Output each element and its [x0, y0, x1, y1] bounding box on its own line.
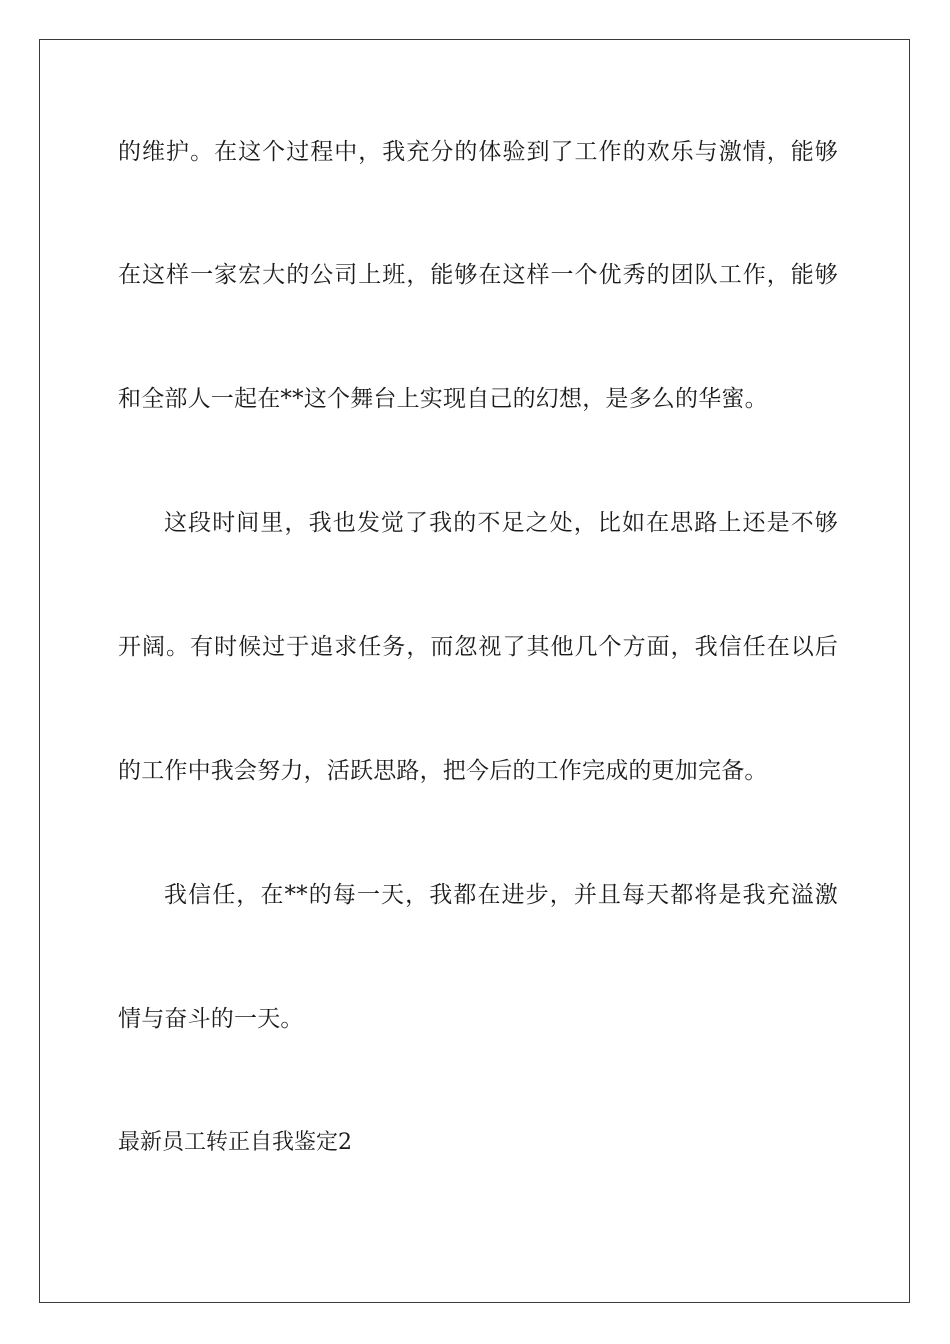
- paragraph-line: 的工作中我会努力，活跃思路，把今后的工作完成的更加完备。: [118, 758, 768, 784]
- paragraph-line: 和全部人一起在**这个舞台上实现自己的幻想，是多么的华蜜。: [118, 386, 768, 412]
- paragraph-line: 我信任，在**的每一天，我都在进步，并且每天都将是我充溢激: [164, 882, 838, 908]
- paragraph-line: 开阔。有时候过于追求任务，而忽视了其他几个方面，我信任在以后: [118, 634, 838, 660]
- section-title: 最新员工转正自我鉴定2: [118, 1130, 352, 1155]
- page-border: [39, 39, 910, 1303]
- paragraph-line: 的维护。在这个过程中，我充分的体验到了工作的欢乐与激情，能够: [118, 139, 838, 165]
- paragraph-line: 在这样一家宏大的公司上班，能够在这样一个优秀的团队工作，能够: [118, 262, 838, 288]
- paragraph-line: 情与奋斗的一天。: [118, 1006, 304, 1032]
- paragraph-line: 这段时间里，我也发觉了我的不足之处，比如在思路上还是不够: [164, 510, 838, 536]
